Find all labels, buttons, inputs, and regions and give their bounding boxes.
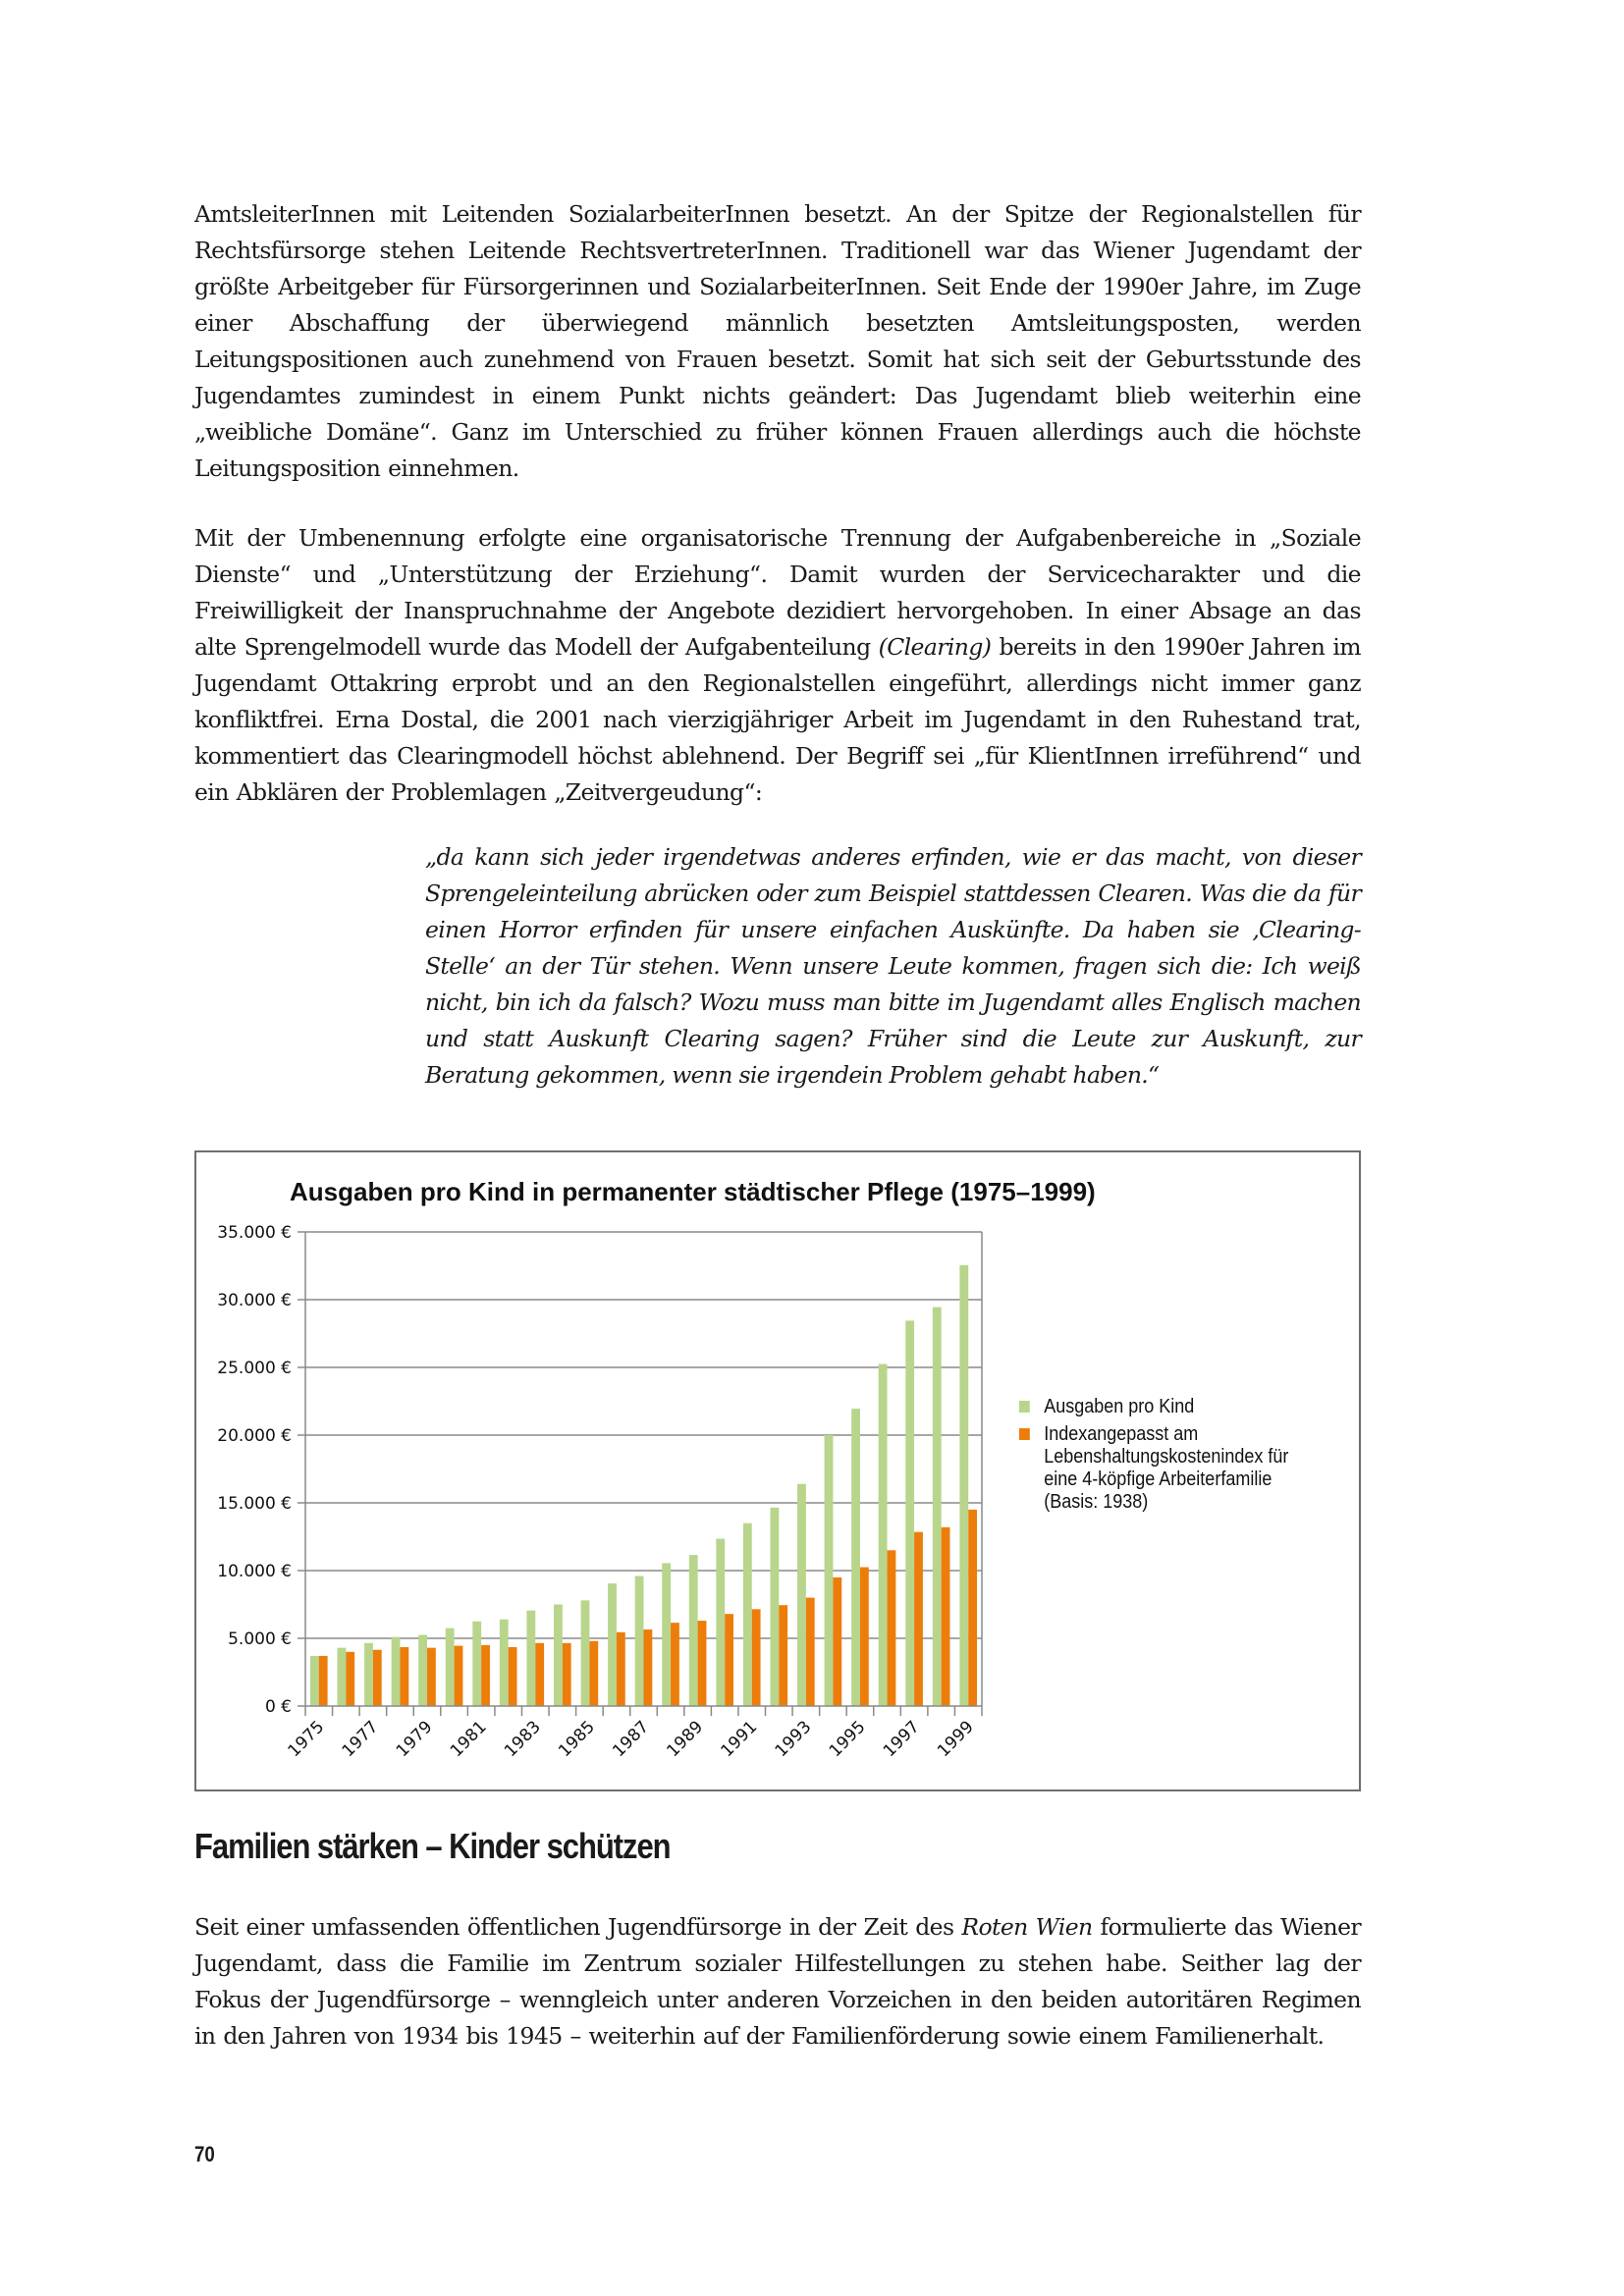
bar-ausgaben-1995: [851, 1409, 860, 1706]
bar-ausgaben-1979: [418, 1635, 427, 1706]
bar-indexed-1994: [833, 1577, 841, 1706]
y-tick-label: 0 €: [264, 1697, 292, 1717]
bar-indexed-1999: [968, 1510, 977, 1706]
legend-swatch-green: [1019, 1401, 1030, 1413]
bar-ausgaben-1997: [905, 1320, 914, 1706]
bar-ausgaben-1984: [554, 1605, 563, 1707]
bar-indexed-1988: [671, 1623, 679, 1706]
x-tick-label: 1989: [663, 1717, 708, 1762]
bar-ausgaben-1978: [392, 1637, 401, 1706]
paragraph-3: [194, 1909, 1361, 2055]
legend-item-indexed: [1019, 1423, 1311, 1514]
paragraph-2-part-a: Mit der Umbenennung erfolgte eine organisatorische Trennung der Aufgabenbereiche in „Soziale Dienste“ und „Unterstützung der Erziehung“. Damit wurden der Servicecharakter und die Freiwilligkeit der Inanspruchnahme der Angebote dezidiert hervorgehoben. In einer Absage an das alte Sprengelmodell wurde das Modell der Aufgabenteilung: [194, 524, 1361, 661]
bar-ausgaben-1980: [446, 1629, 455, 1706]
bar-indexed-1980: [455, 1646, 463, 1706]
bar-indexed-1990: [725, 1614, 733, 1706]
bar-indexed-1998: [942, 1527, 950, 1706]
bar-indexed-1976: [346, 1652, 354, 1706]
bar-ausgaben-1989: [689, 1555, 698, 1706]
bar-ausgaben-1981: [472, 1622, 481, 1706]
bar-ausgaben-1983: [526, 1611, 535, 1706]
bar-ausgaben-1976: [338, 1648, 347, 1706]
bar-indexed-1981: [481, 1645, 490, 1706]
paragraph-2-emphasis: (Clearing): [878, 633, 992, 661]
bar-indexed-1992: [779, 1605, 787, 1706]
paragraph-3-part-b: formulierte das Wiener Jugendamt, dass die Familie im Zentrum sozialer Hilfestellungen zu stehen habe. Seither lag der Fokus der Jugendfürsorge – wenngleich unter anderen Vorzeichen in den beiden autoritären Regimen in den Jahren von 1934 bis 1945 – weiterhin auf der Familienförderung sowie einem Familienerhalt.: [194, 1913, 1362, 2050]
bar-indexed-1984: [563, 1643, 571, 1706]
legend-label-ausgaben: Ausgaben pro Kind: [1044, 1396, 1195, 1417]
y-tick-label: 5.000 €: [228, 1629, 292, 1649]
bar-ausgaben-1985: [581, 1600, 590, 1706]
y-tick-label: 30.000 €: [217, 1291, 292, 1310]
bar-indexed-1978: [400, 1647, 408, 1706]
paragraph-2: [194, 520, 1361, 811]
chart-legend: [1019, 1396, 1311, 1519]
bar-indexed-1987: [644, 1629, 653, 1706]
bar-ausgaben-1977: [364, 1643, 373, 1706]
paragraph-1: AmtsleiterInnen mit Leitenden SozialarbeiterInnen besetzt. An der Spitze der Regionalstellen für Rechtsfürsorge stehen Leitende RechtsvertreterInnen. Traditionell war das Wiener Jugendamt der größte Arbeitgeber für Fürsorgerinnen und SozialarbeiterInnen. Seit Ende der 1990er Jahre, im Zuge einer Abschaffung der überwiegend männlich besetzten Amtsleitungsposten, werden Leitungspositionen auch zunehmend von Frauen besetzt. Somit hat sich seit der Geburtsstunde des Jugendamtes zumindest in einem Punkt nichts geändert: Das Jugendamt blieb weiterhin eine „weibliche Domäne“. Ganz im Unterschied zu früher können Frauen allerdings auch die höchste Leitungsposition einnehmen.: [194, 200, 1361, 482]
bar-ausgaben-1993: [797, 1484, 806, 1706]
bar-ausgaben-1994: [825, 1435, 834, 1706]
x-tick-label: 1983: [501, 1717, 545, 1762]
bar-indexed-1986: [617, 1632, 625, 1706]
bar-ausgaben-1987: [635, 1576, 644, 1706]
bar-indexed-1989: [698, 1621, 707, 1706]
bar-indexed-1975: [319, 1656, 328, 1706]
y-tick-label: 10.000 €: [217, 1562, 292, 1581]
legend-swatch-orange: [1019, 1428, 1030, 1440]
bar-indexed-1985: [589, 1641, 598, 1706]
x-tick-label: 1991: [717, 1717, 762, 1762]
bar-ausgaben-1999: [959, 1265, 968, 1706]
y-tick-label: 35.000 €: [217, 1223, 292, 1243]
x-tick-label: 1999: [934, 1717, 978, 1762]
bars-layer: [310, 1265, 977, 1706]
bar-ausgaben-1996: [879, 1364, 888, 1706]
y-tick-label: 15.000 €: [217, 1494, 292, 1514]
x-tick-label: 1981: [446, 1717, 491, 1762]
legend-item-ausgaben: [1019, 1396, 1311, 1418]
chart-title: Ausgaben pro Kind in permanenter städtischer Pflege (1975–1999): [290, 1177, 1096, 1206]
x-tick-label: 1985: [555, 1717, 599, 1762]
page-number: 70: [194, 2142, 215, 2166]
bar-indexed-1996: [888, 1550, 896, 1706]
bar-indexed-1983: [535, 1643, 544, 1706]
x-tick-label: 1995: [825, 1717, 870, 1762]
bar-ausgaben-1975: [310, 1656, 319, 1706]
legend-label-indexed: Indexangepasst am Lebenshaltungskostenindex für eine 4-köpfige Arbeiterfamilie (Basis: 1938): [1044, 1423, 1289, 1513]
paragraph-3-emphasis: Roten Wien: [961, 1913, 1093, 1941]
x-tick-label: 1977: [338, 1717, 383, 1762]
y-tick-label: 20.000 €: [217, 1426, 292, 1446]
bar-ausgaben-1992: [770, 1508, 779, 1706]
x-tick-label: 1997: [879, 1717, 924, 1762]
block-quote: „da kann sich jeder irgendetwas anderes erfinden, wie er das macht, von dieser Sprengeleinteilung abrücken oder zum Beispiel stattdessen Clearen. Was die da für einen Horror erfinden für unsere einfachen Auskünfte. Da haben sie ‚Clearing-Stelle‘ an der Tür stehen. Wenn unsere Leute kommen, fragen sich die: Ich weiß nicht, bin ich da falsch? Wozu muss man bitte im Jugendamt alles Englisch machen und statt Auskunft Clearing sagen? Früher sind die Leute zur Auskunft, zur Beratung gekommen, wenn sie irgendein Problem gehabt haben.“: [425, 843, 1361, 1089]
y-tick-label: 25.000 €: [217, 1359, 292, 1378]
paragraph-2-part-b: bereits in den 1990er Jahren im Jugendamt Ottakring erprobt und an den Regionalstellen eingeführt, allerdings nicht immer ganz konfliktfrei. Erna Dostal, die 2001 nach vierzigjähriger Arbeit im Jugendamt in den Ruhestand trat, kommentiert das Clearingmodell höchst ablehnend. Der Begriff sei „für KlientInnen irreführend“ und ein Abklären der Problemlagen „Zeitvergeudung“:: [194, 633, 1361, 806]
section-heading: Familien stärken – Kinder schützen: [194, 1826, 671, 1866]
x-tick-label: 1987: [609, 1717, 654, 1762]
x-tick-label: 1979: [392, 1717, 437, 1762]
bar-ausgaben-1988: [662, 1563, 671, 1706]
bar-indexed-1995: [860, 1568, 869, 1706]
x-tick-label: 1975: [284, 1717, 329, 1762]
bar-indexed-1982: [509, 1647, 517, 1706]
bar-indexed-1993: [806, 1598, 815, 1706]
bar-ausgaben-1998: [933, 1308, 942, 1706]
bar-ausgaben-1986: [608, 1583, 617, 1706]
bar-ausgaben-1990: [716, 1539, 725, 1706]
bar-indexed-1979: [427, 1648, 436, 1706]
bar-ausgaben-1982: [500, 1620, 509, 1706]
bar-indexed-1977: [373, 1650, 382, 1706]
bar-ausgaben-1991: [743, 1523, 752, 1706]
paragraph-3-part-a: Seit einer umfassenden öffentlichen Jugendfürsorge in der Zeit des: [194, 1913, 962, 1941]
x-tick-label: 1993: [771, 1717, 816, 1762]
bar-indexed-1997: [914, 1532, 923, 1706]
bar-indexed-1991: [752, 1609, 761, 1706]
